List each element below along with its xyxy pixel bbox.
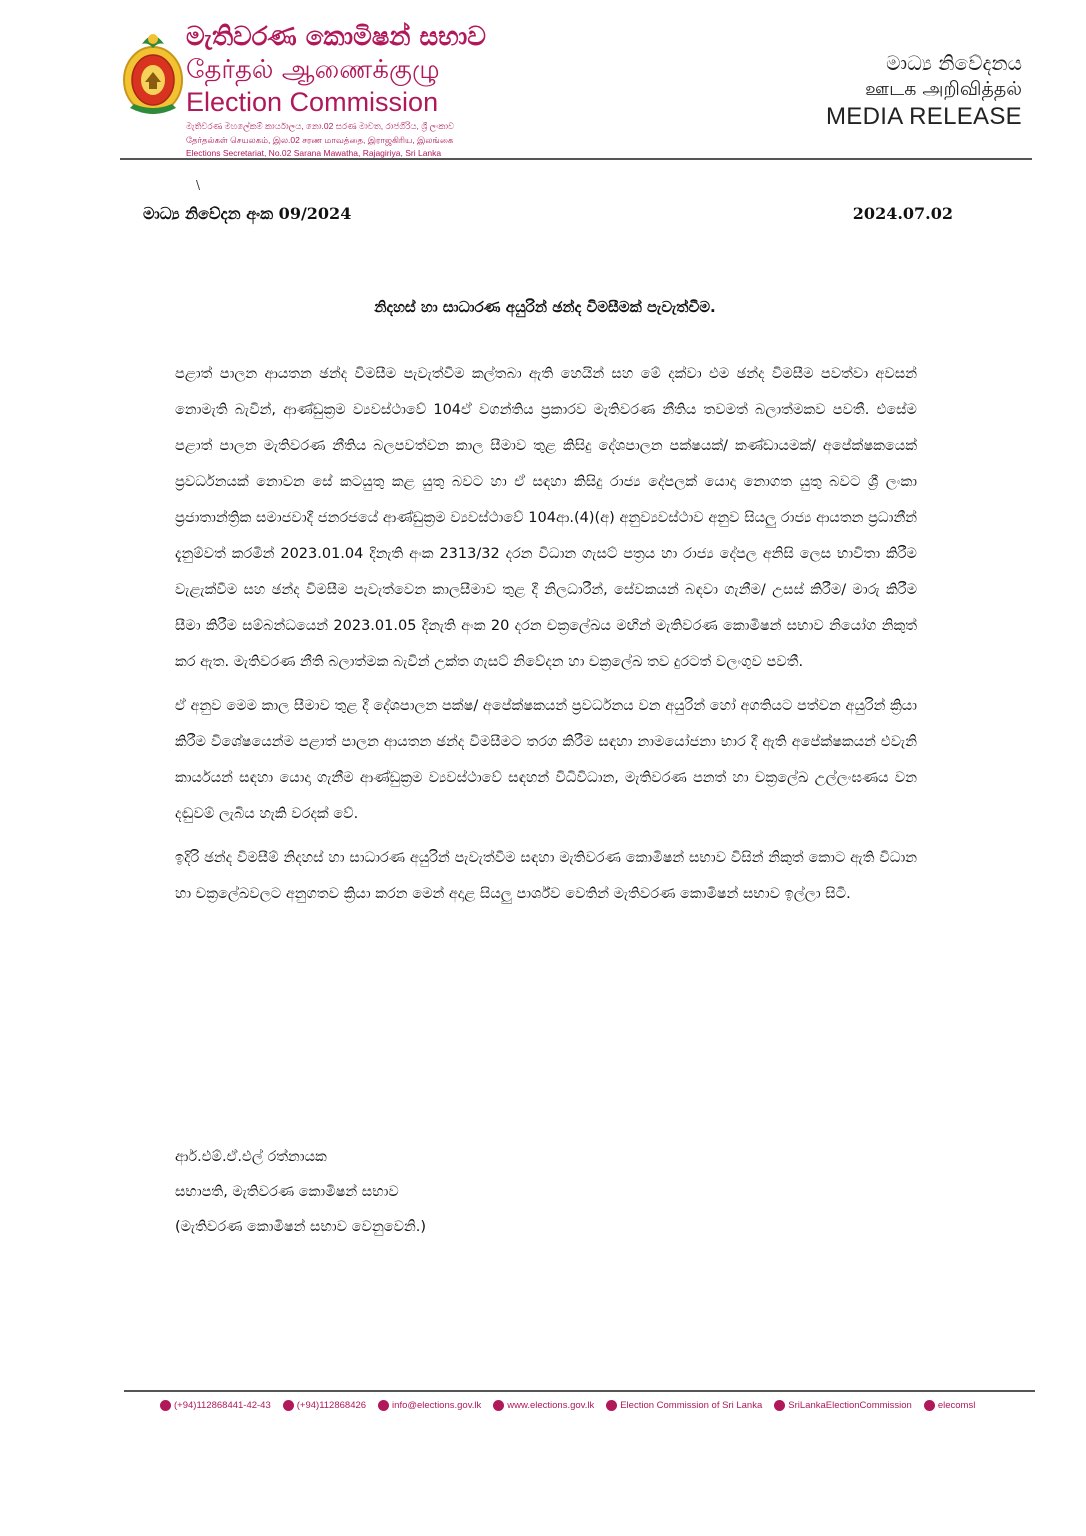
footer-divider: [124, 1390, 1035, 1392]
media-release-label: [826, 50, 1022, 132]
footer-facebook-handle[interactable]: [774, 1400, 912, 1411]
facebook-page-icon: [606, 1400, 617, 1411]
fax-text: (+94)112868426: [296, 1399, 367, 1411]
header-divider: [120, 158, 1032, 160]
media-release-sinhala: මාධ්‍ය නිවේදනය: [886, 51, 1022, 75]
signatory-on-behalf: (මැතිවරණ කොමිෂන් සභාව වෙනුවෙනි.): [175, 1219, 427, 1235]
release-title: නිදහස් හා සාධාරණ අයුරින් ඡන්ද විමසීමක් පැවැත්වීම.: [374, 298, 716, 316]
phone-text: (+94)112868441-42-43: [174, 1399, 271, 1411]
signatory-position: සභාපති, මැතිවරණ කොමිෂන් සභාව: [175, 1184, 399, 1200]
body-paragraph-2: ඒ අනුව මෙම කාල සීමාව තුළ දී දේශපාලන පක්ෂ/ අපේක්ෂකයන් ප්‍රවර්ධනය වන අයුරින් හෝ අගතියට පත්වන අයුරින් ක්‍රියා කිරීම විශේෂයෙන්ම පළාත් පාලන ආයතන ඡන්ද විමසීමට තරග කිරීම සඳහා නාමයෝජනා භාර දී ඇති අපේක්ෂකයන් එවැනි කාර්යයන් සඳහා යොදා ගැනීම ආණ්ඩුක්‍රම ව්‍යවස්ථාවේ සඳහන් විධිවිධාන, මැතිවරණ පනත් හා චක්‍රලේඛ උල්ලංඝණය වන දඬුවම් ලැබිය හැකි වරදක් වේ.: [175, 698, 917, 822]
phone-icon: [160, 1400, 171, 1411]
release-body: [175, 356, 917, 920]
twitter-text: elecomsl: [937, 1399, 976, 1411]
footer-phone[interactable]: [160, 1400, 271, 1411]
address-english: Elections Secretariat, No.02 Sarana Mawatha, Rajagiriya, Sri Lanka: [186, 148, 442, 158]
body-paragraph-3: ඉදිරි ඡන්ද විමසීම් නිදහස් හා සාධාරණ අයුරින් පැවැත්වීම සඳහා මැතිවරණ කොමිෂන් සභාව විසින් නිකුත් කොට ඇති විධාන හා චක්‍රලේඛවලට අනුගතව ක්‍රියා කරන මෙන් අදාළ සියලු පාර්ශ්ව වෙතින් මැතිවරණ කොමිෂන් සභාව ඉල්ලා සිටී.: [175, 850, 917, 902]
web-text: www.elections.gov.lk: [507, 1399, 595, 1411]
footer-twitter[interactable]: [924, 1400, 976, 1411]
fax-icon: [283, 1400, 294, 1411]
email-text: info@elections.gov.lk: [392, 1399, 482, 1411]
reference-line: [143, 200, 953, 230]
org-name-sinhala: මැතිවරණ කොමිෂන් සභාව: [186, 22, 486, 52]
letterhead: [118, 10, 1032, 158]
body-paragraph-1: පළාත් පාලන ආයතන ඡන්ද විමසීම පැවැත්වීම කල්තබා ඇති හෙයින් සහ මේ දක්වා එම ඡන්ද විමසීම පවත්වා අවසන් නොමැති බැවින්, ආණ්ඩුක්‍රම ව්‍යවස්ථාවේ 104ඒ වගන්තිය ප්‍රකාරව මැතිවරණ නීතිය තවමත් බලාත්මකව පවතී. එසේම පළාත් පාලන මැතිවරණ නීතිය බලපවත්වන කාල සීමාව තුළ කිසිදු දේශපාලන පක්ෂයක්/ කණ්ඩායමක්/ අපේක්ෂකයෙක් ප්‍රවර්ධනයක් නොවන සේ කටයුතු කළ යුතු බවට හා ඒ සඳහා කිසිදු රාජ්‍ය දේපලක් යොදා නොගත යුතු බවට ශ්‍රී ලංකා ප්‍රජාතාන්ත්‍රික සමාජවාදී ජනරජයේ ආණ්ඩුක්‍රම ව්‍යවස්ථාවේ 104ආ.(4)(අ) අනුව්‍යවස්ථාව අනුව සියලු රාජ්‍ය ආයතන ප්‍රධානීන් දැනුම්වත් කරමින් 2023.01.04 දිනැති අංක 2313/32 දරන විධාන ගැසට් පත්‍රය හා රාජ්‍ය දේපල අනිසි ලෙස භාවිතා කිරීම වැළැක්වීම සහ ඡන්ද විමසීම පැවැත්වෙන කාලසීමාව තුළ දී නිලධාරීන්, සේවකයන් බඳවා ගැනීම/ උසස් කිරීම/ මාරු කිරීම සීමා කිරීම සම්බන්ධයෙන් 2023.01.05 දිනැති අංක 20 දරන චක්‍රලේඛය මඟින් මැතිවරණ කොමිෂන් සභාව නියෝග නිකුත් කර ඇත. මැතිවරණ නීති බලාත්මක බැවින් උක්ත ගැසට් නිවේදන හා චක්‍රලේඛ තව දුරටත් වලංගුව පවතී.: [175, 366, 917, 670]
sri-lanka-emblem-icon: [120, 26, 186, 118]
address-sinhala: මැතිවරණ මහලේකම් කාර්යාලය, නො.02 සරණ මාවත, රාජගිරිය, ශ්‍රී ලංකාව: [186, 121, 455, 131]
org-name-tamil: தேர்தல் ஆணைக்குழு: [186, 55, 440, 85]
media-release-english: MEDIA RELEASE: [826, 103, 1022, 130]
facebook-icon: [774, 1400, 785, 1411]
footer-fax[interactable]: [283, 1400, 366, 1411]
signatory-name: ආර්.එම්.ඒ.එල් රත්නායක: [175, 1149, 327, 1165]
organization-names: [186, 20, 526, 159]
release-number: මාධ්‍ය නිවේදන අංක 09/2024: [143, 204, 352, 223]
org-name-english: Election Commission: [186, 87, 439, 117]
facebook-handle-text: SriLankaElectionCommission: [788, 1399, 912, 1411]
email-icon: [378, 1400, 389, 1411]
contact-footer: [160, 1396, 1032, 1414]
footer-email[interactable]: [378, 1400, 481, 1411]
pen-mark: \: [196, 178, 201, 192]
footer-web[interactable]: [493, 1400, 594, 1411]
footer-facebook-page[interactable]: [606, 1400, 762, 1411]
address-tamil: தேர்தல்கள் செயலகம், இல.02 சரண மாவத்தை, இராஜகிரிய, இலங்கை: [186, 134, 454, 145]
media-release-tamil: ஊடக அறிவித்தல்: [865, 78, 1022, 100]
release-date: 2024.07.02: [852, 204, 953, 223]
signature-block: [175, 1140, 426, 1245]
globe-icon: [493, 1400, 504, 1411]
twitter-icon: [924, 1400, 935, 1411]
facebook-page-text: Election Commission of Sri Lanka: [620, 1399, 763, 1411]
